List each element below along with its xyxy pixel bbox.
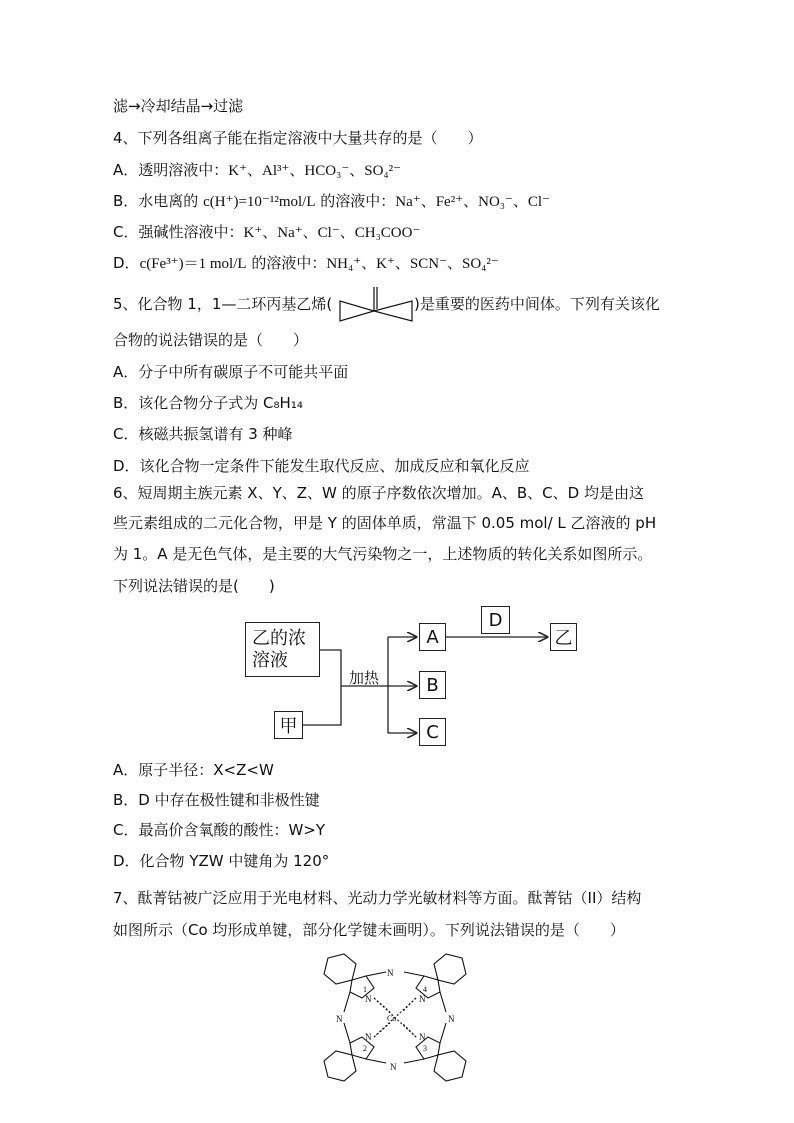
q5-option-c: C．核磁共振氢谱有 3 种峰 [113, 425, 293, 443]
q4-option-a-label: A．透明溶液中： [113, 161, 229, 179]
n-pyrrole-4: N [419, 994, 426, 1004]
q4-option-d-mid: 的溶液中： [246, 254, 327, 272]
q4-option-a-ions: K⁺、Al³⁺、HCO₃⁻、SO₄²⁻ [228, 163, 402, 179]
q6-option-b: B．D 中存在极性键和非极性键 [113, 791, 320, 809]
jia-label: 甲 [279, 716, 298, 737]
q4-option-b-cond: c(H⁺)=10⁻¹²mol/L [203, 194, 316, 210]
q4-option-d-label: D． [113, 254, 140, 272]
q4-option-c-ions: K⁺、Na⁺、Cl⁻、CH₃COO⁻ [243, 225, 421, 241]
conc-label-line2: 溶液 [252, 650, 288, 671]
q6-option-c: C．最高价含氧酸的酸性：W>Y [113, 821, 326, 839]
q4-option-b-ions: Na⁺、Fe²⁺、NO₃⁻、Cl⁻ [395, 194, 551, 210]
box-d-label: D [488, 609, 503, 631]
q5-stem-c: 合物的说法错误的是（ ） [113, 331, 309, 349]
q6-line3: 为 1。A 是无色气体，是主要的大气污染物之一，上述物质的转化关系如图所示。 [113, 545, 653, 563]
q4-option-b-mid: 的溶液中： [315, 192, 396, 210]
conc-label-line1: 乙的浓 [252, 628, 306, 649]
q5-option-a: A．分子中所有碳原子不可能共平面 [113, 363, 349, 381]
num-3: 3 [423, 1044, 427, 1053]
co-atom: Co [387, 1014, 397, 1023]
q7-line1: 7、酞菁钴被广泛应用于光电材料、光动力学光敏材料等方面。酞菁钴（II）结构 [113, 889, 642, 907]
box-yi-label: 乙 [554, 628, 573, 649]
q6-line4: 下列说法错误的是( ) [113, 577, 275, 595]
q4-option-c-label: C．强碱性溶液中： [113, 223, 244, 241]
heat-label: 加热 [349, 669, 380, 687]
q4-option-b-label: B．水电离的 [113, 192, 199, 210]
n-pyrrole-1: N [365, 994, 372, 1004]
q6-line2: 些元素组成的二元化合物，甲是 Y 的固体单质，常温下 0.05 mol/ L 乙溶液的 pH [113, 514, 657, 532]
q4-option-d-cond: c(Fe³⁺)＝1 mol/L [139, 256, 247, 272]
continuation-line: 滤→冷却结晶→过滤 [113, 97, 244, 115]
num-1: 1 [363, 985, 367, 994]
n-top-meso: N [387, 968, 394, 978]
box-c-label: C [426, 721, 439, 743]
n-left-meso: N [336, 1014, 343, 1024]
box-b-label: B [426, 674, 439, 696]
q7-line2: 如图所示（Co 均形成单键，部分化学键未画明）。下列说法错误的是（ ） [113, 921, 625, 939]
q5-option-b: B．该化合物分子式为 C₈H₁₄ [113, 394, 303, 412]
num-4: 4 [423, 985, 427, 994]
n-right-meso: N [448, 1014, 455, 1024]
q4-option-d-ions: NH₄⁺、K⁺、SCN⁻、SO₄²⁻ [326, 256, 499, 272]
q6-option-d: D．化合物 YZW 中键角为 120° [113, 852, 330, 870]
q5-option-d: D．该化合物一定条件下能发生取代反应、加成反应和氧化反应 [113, 457, 530, 475]
q4-stem: 4、下列各组离子能在指定溶液中大量共存的是（ ） [113, 129, 483, 147]
n-bottom-meso: N [390, 1062, 397, 1072]
q5-stem-b: )是重要的医药中间体。下列有关该化 [414, 295, 660, 313]
n-pyrrole-2: N [365, 1032, 372, 1042]
box-a-label: A [426, 626, 439, 648]
q6-line1: 6、短周期主族元素 X、Y、Z、W 的原子序数依次增加。A、B、C、D 均是由这 [113, 484, 644, 502]
n-pyrrole-3: N [419, 1032, 426, 1042]
num-2: 2 [363, 1044, 367, 1053]
cobalt-phthalocyanine-structure [310, 950, 480, 1085]
q5-stem-a: 5、化合物 1，1—二环丙基乙烯( [113, 295, 333, 313]
q6-option-a: A．原子半径：X<Z<W [113, 761, 274, 779]
